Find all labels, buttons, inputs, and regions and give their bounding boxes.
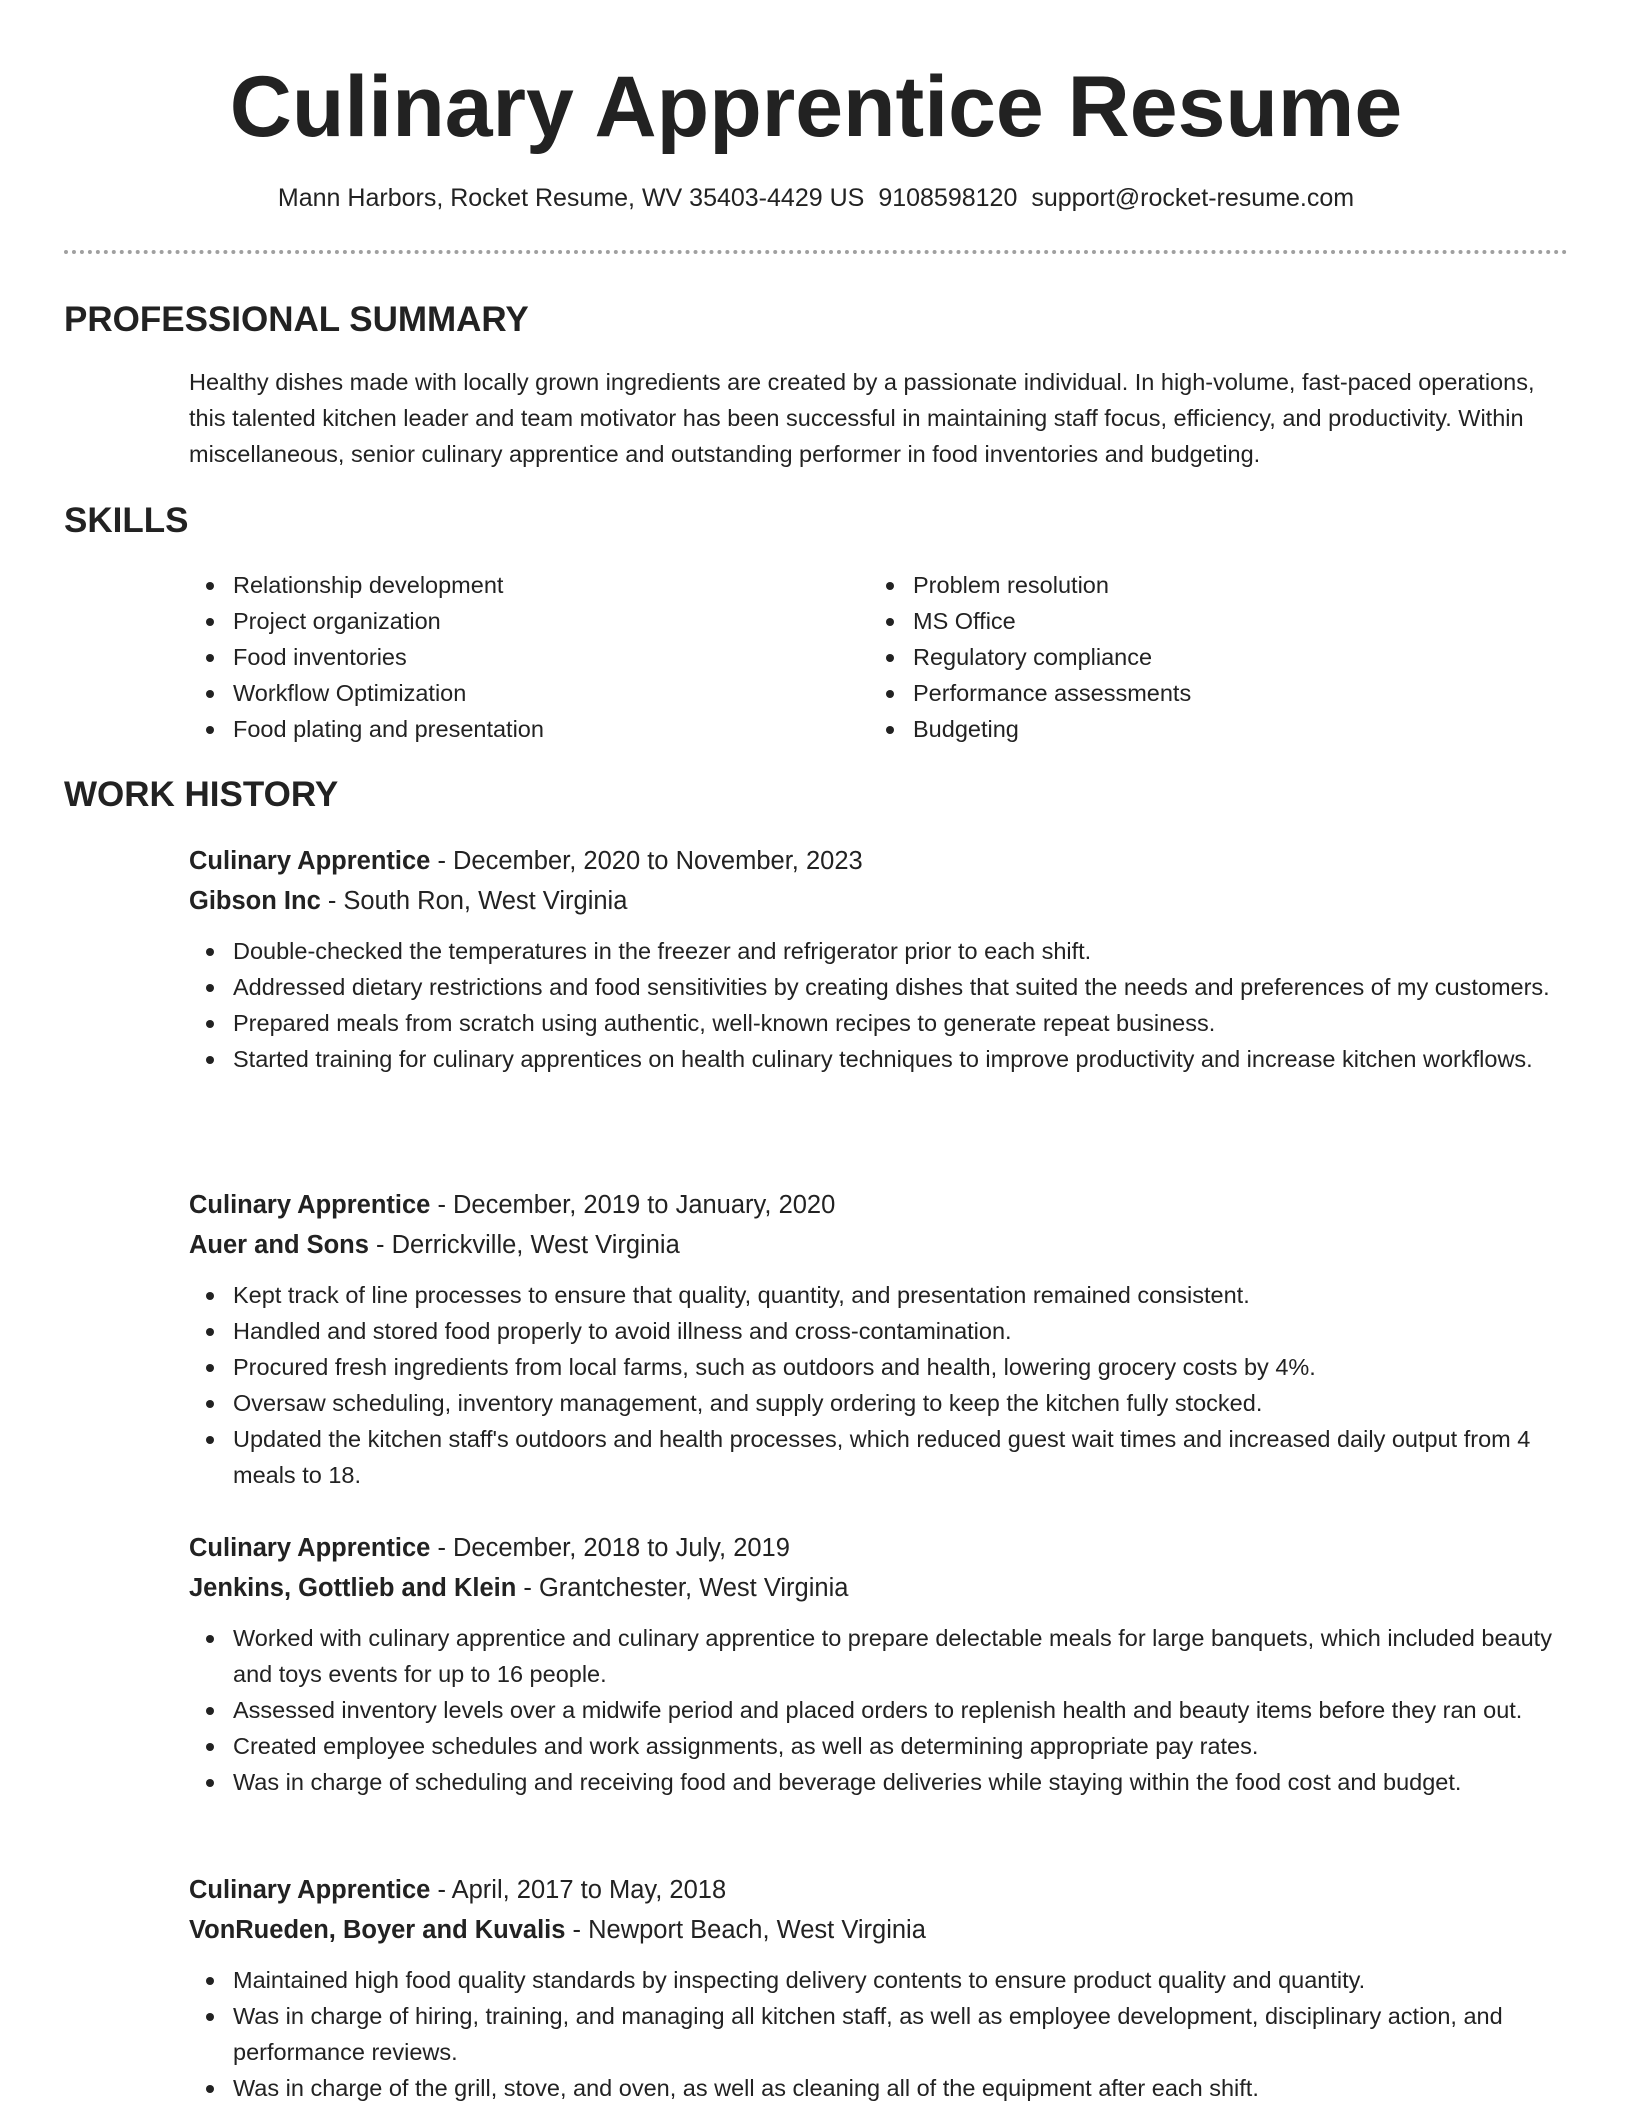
job-title: Culinary Apprentice xyxy=(189,1191,431,1219)
contact-phone: 9108598120 xyxy=(878,184,1018,212)
skills-list-left xyxy=(189,567,809,747)
job-title-line xyxy=(189,841,1569,881)
skill-item: Problem resolution xyxy=(869,567,1489,603)
duty-item: Procured fresh ingredients from local farms, such as outdoors and health, lowering grocery costs by 4%. xyxy=(189,1349,1569,1385)
job-company-line xyxy=(189,1225,1569,1265)
job-dates: - April, 2017 to May, 2018 xyxy=(430,1876,727,1904)
duty-item: Created employee schedules and work assignments, as well as determining appropriate pay rates. xyxy=(189,1728,1569,1764)
job-title: Culinary Apprentice xyxy=(189,1876,431,1904)
skill-item: Workflow Optimization xyxy=(189,675,809,711)
job-company-line xyxy=(189,1568,1569,1608)
job-title-line xyxy=(189,1528,1569,1568)
job-duties xyxy=(189,1277,1569,1493)
job-entry xyxy=(189,841,1569,1077)
job-company: Jenkins, Gottlieb and Klein xyxy=(189,1574,517,1602)
header-divider xyxy=(64,250,1568,254)
work-history-heading: WORK HISTORY xyxy=(64,775,339,814)
job-location: - Derrickville, West Virginia xyxy=(368,1231,680,1259)
job-title-line xyxy=(189,1185,1569,1225)
duty-item: Worked with culinary apprentice and culinary apprentice to prepare delectable meals for large banquets, which included beauty and toys events for up to 16 people. xyxy=(189,1620,1569,1692)
job-location: - South Ron, West Virginia xyxy=(320,887,628,915)
contact-line xyxy=(0,178,1632,218)
resume-title: Culinary Apprentice Resume xyxy=(229,59,1403,155)
duty-item: Maintained high food quality standards by inspecting delivery contents to ensure product quality and quantity. xyxy=(189,1962,1569,1998)
job-entry xyxy=(189,1528,1569,1800)
job-entry xyxy=(189,1870,1569,2106)
duty-item: Kept track of line processes to ensure that quality, quantity, and presentation remained consistent. xyxy=(189,1277,1569,1313)
skill-item: MS Office xyxy=(869,603,1489,639)
job-dates: - December, 2018 to July, 2019 xyxy=(430,1534,790,1562)
duty-item: Started training for culinary apprentices on health culinary techniques to improve productivity and increase kitchen workflows. xyxy=(189,1041,1569,1077)
job-company: VonRueden, Boyer and Kuvalis xyxy=(189,1916,566,1944)
job-company-line xyxy=(189,881,1569,921)
job-company: Gibson Inc xyxy=(189,887,321,915)
duty-item: Oversaw scheduling, inventory management, and supply ordering to keep the kitchen fully stocked. xyxy=(189,1385,1569,1421)
duty-item: Addressed dietary restrictions and food sensitivities by creating dishes that suited the needs and preferences of my customers. xyxy=(189,969,1569,1005)
job-entry xyxy=(189,1185,1569,1493)
job-dates: - December, 2020 to November, 2023 xyxy=(430,847,863,875)
job-title: Culinary Apprentice xyxy=(189,1534,431,1562)
skill-item: Budgeting xyxy=(869,711,1489,747)
duty-item: Double-checked the temperatures in the freezer and refrigerator prior to each shift. xyxy=(189,933,1569,969)
duty-item: Updated the kitchen staff's outdoors and health processes, which reduced guest wait times and increased daily output from 4 meals to 18. xyxy=(189,1421,1569,1493)
duty-item: Was in charge of the grill, stove, and oven, as well as cleaning all of the equipment after each shift. xyxy=(189,2070,1569,2106)
skill-item: Relationship development xyxy=(189,567,809,603)
skills-heading: SKILLS xyxy=(64,501,189,540)
skill-item: Food inventories xyxy=(189,639,809,675)
job-duties xyxy=(189,933,1569,1077)
job-company: Auer and Sons xyxy=(189,1231,369,1259)
duty-item: Prepared meals from scratch using authentic, well-known recipes to generate repeat business. xyxy=(189,1005,1569,1041)
duty-item: Assessed inventory levels over a midwife period and placed orders to replenish health and beauty items before they ran out. xyxy=(189,1692,1569,1728)
summary-heading: PROFESSIONAL SUMMARY xyxy=(64,300,529,339)
duty-item: Handled and stored food properly to avoid illness and cross-contamination. xyxy=(189,1313,1569,1349)
job-duties xyxy=(189,1620,1569,1800)
job-company-line xyxy=(189,1910,1569,1950)
skill-item: Regulatory compliance xyxy=(869,639,1489,675)
job-title-line xyxy=(189,1870,1569,1910)
duty-item: Was in charge of hiring, training, and managing all kitchen staff, as well as employee development, disciplinary action, and performance reviews. xyxy=(189,1998,1569,2070)
skill-item: Food plating and presentation xyxy=(189,711,809,747)
job-location: - Grantchester, West Virginia xyxy=(516,1574,849,1602)
job-location: - Newport Beach, West Virginia xyxy=(565,1916,926,1944)
job-duties xyxy=(189,1962,1569,2106)
job-title: Culinary Apprentice xyxy=(189,847,431,875)
summary-text: Healthy dishes made with locally grown ingredients are created by a passionate individual. In high-volume, fast-paced operations, this talented kitchen leader and team motivator has been successful in maintaining staff focus, efficiency, and productivity. Within miscellaneous, senior culinary apprentice and outstanding performer in food inventories and budgeting. xyxy=(189,369,1535,467)
skill-item: Performance assessments xyxy=(869,675,1489,711)
contact-address: Mann Harbors, Rocket Resume, WV 35403-4429 US xyxy=(277,184,865,212)
skill-item: Project organization xyxy=(189,603,809,639)
job-dates: - December, 2019 to January, 2020 xyxy=(430,1191,836,1219)
contact-email: support@rocket-resume.com xyxy=(1031,184,1355,212)
skills-list-right xyxy=(869,567,1489,747)
duty-item: Was in charge of scheduling and receiving food and beverage deliveries while staying within the food cost and budget. xyxy=(189,1764,1569,1800)
